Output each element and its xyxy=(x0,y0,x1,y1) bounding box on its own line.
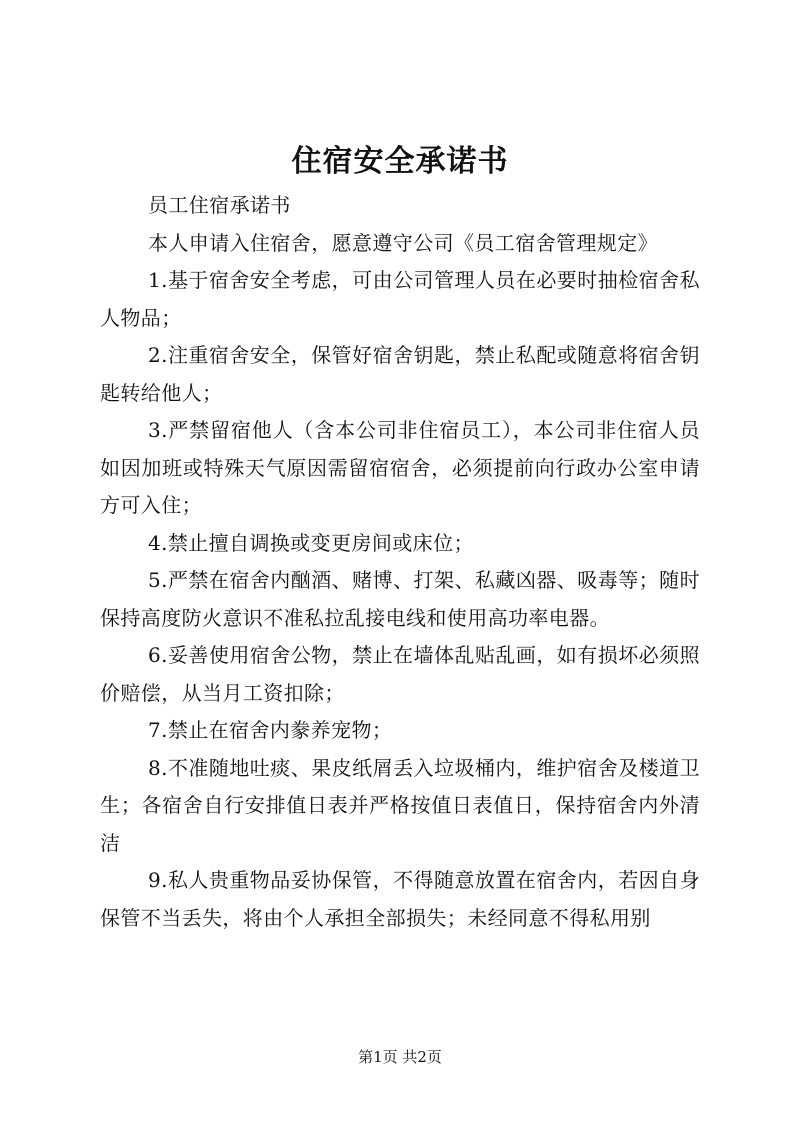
paragraph-item-7: 7.禁止在宿舍内豢养宠物； xyxy=(148,718,393,742)
paragraph-item-2: 2.注重宿舍安全，保管好宿舍钥匙，禁止私配或随意将宿舍钥匙转给他人； xyxy=(100,343,700,405)
document-title: 住宿安全承诺书 xyxy=(291,144,509,179)
document-body xyxy=(100,187,700,937)
paragraph-item-3: 3.严禁留宿他人（含本公司非住宿员工），本公司非住宿人员如因加班或特殊天气原因需留宿宿舍，必须提前向行政办公室申请方可入住； xyxy=(100,418,700,517)
paragraph-intro: 本人申请入住宿舍，愿意遵守公司《员工宿舍管理规定》 xyxy=(148,230,658,255)
paragraph-item-9: 9.私人贵重物品妥协保管，不得随意放置在宿舍内，若因自身保管不当丢失，将由个人承担全部损失；未经同意不得私用别 xyxy=(100,868,700,930)
page-number-footer: 第1页 共2页 xyxy=(358,1048,442,1066)
paragraph-item-5: 5.严禁在宿舍内酗酒、赌博、打架、私藏凶器、吸毒等；随时保持高度防火意识不准私拉乱接电线和使用高功率电器。 xyxy=(100,568,700,630)
paragraph-item-4: 4.禁止擅自调换或变更房间或床位； xyxy=(148,530,474,555)
paragraph-item-8: 8.不准随地吐痰、果皮纸屑丢入垃圾桶内，维护宿舍及楼道卫生；各宿舍自行安排值日表并严格按值日表值日，保持宿舍内外清洁 xyxy=(100,755,700,855)
paragraph-item-1: 1.基于宿舍安全考虑，可由公司管理人员在必要时抽检宿舍私人物品； xyxy=(100,268,700,330)
paragraph-heading: 员工住宿承诺书 xyxy=(148,193,291,217)
paragraph-item-6: 6.妥善使用宿舍公物，禁止在墙体乱贴乱画，如有损坏必须照价赔偿，从当月工资扣除； xyxy=(100,643,700,705)
